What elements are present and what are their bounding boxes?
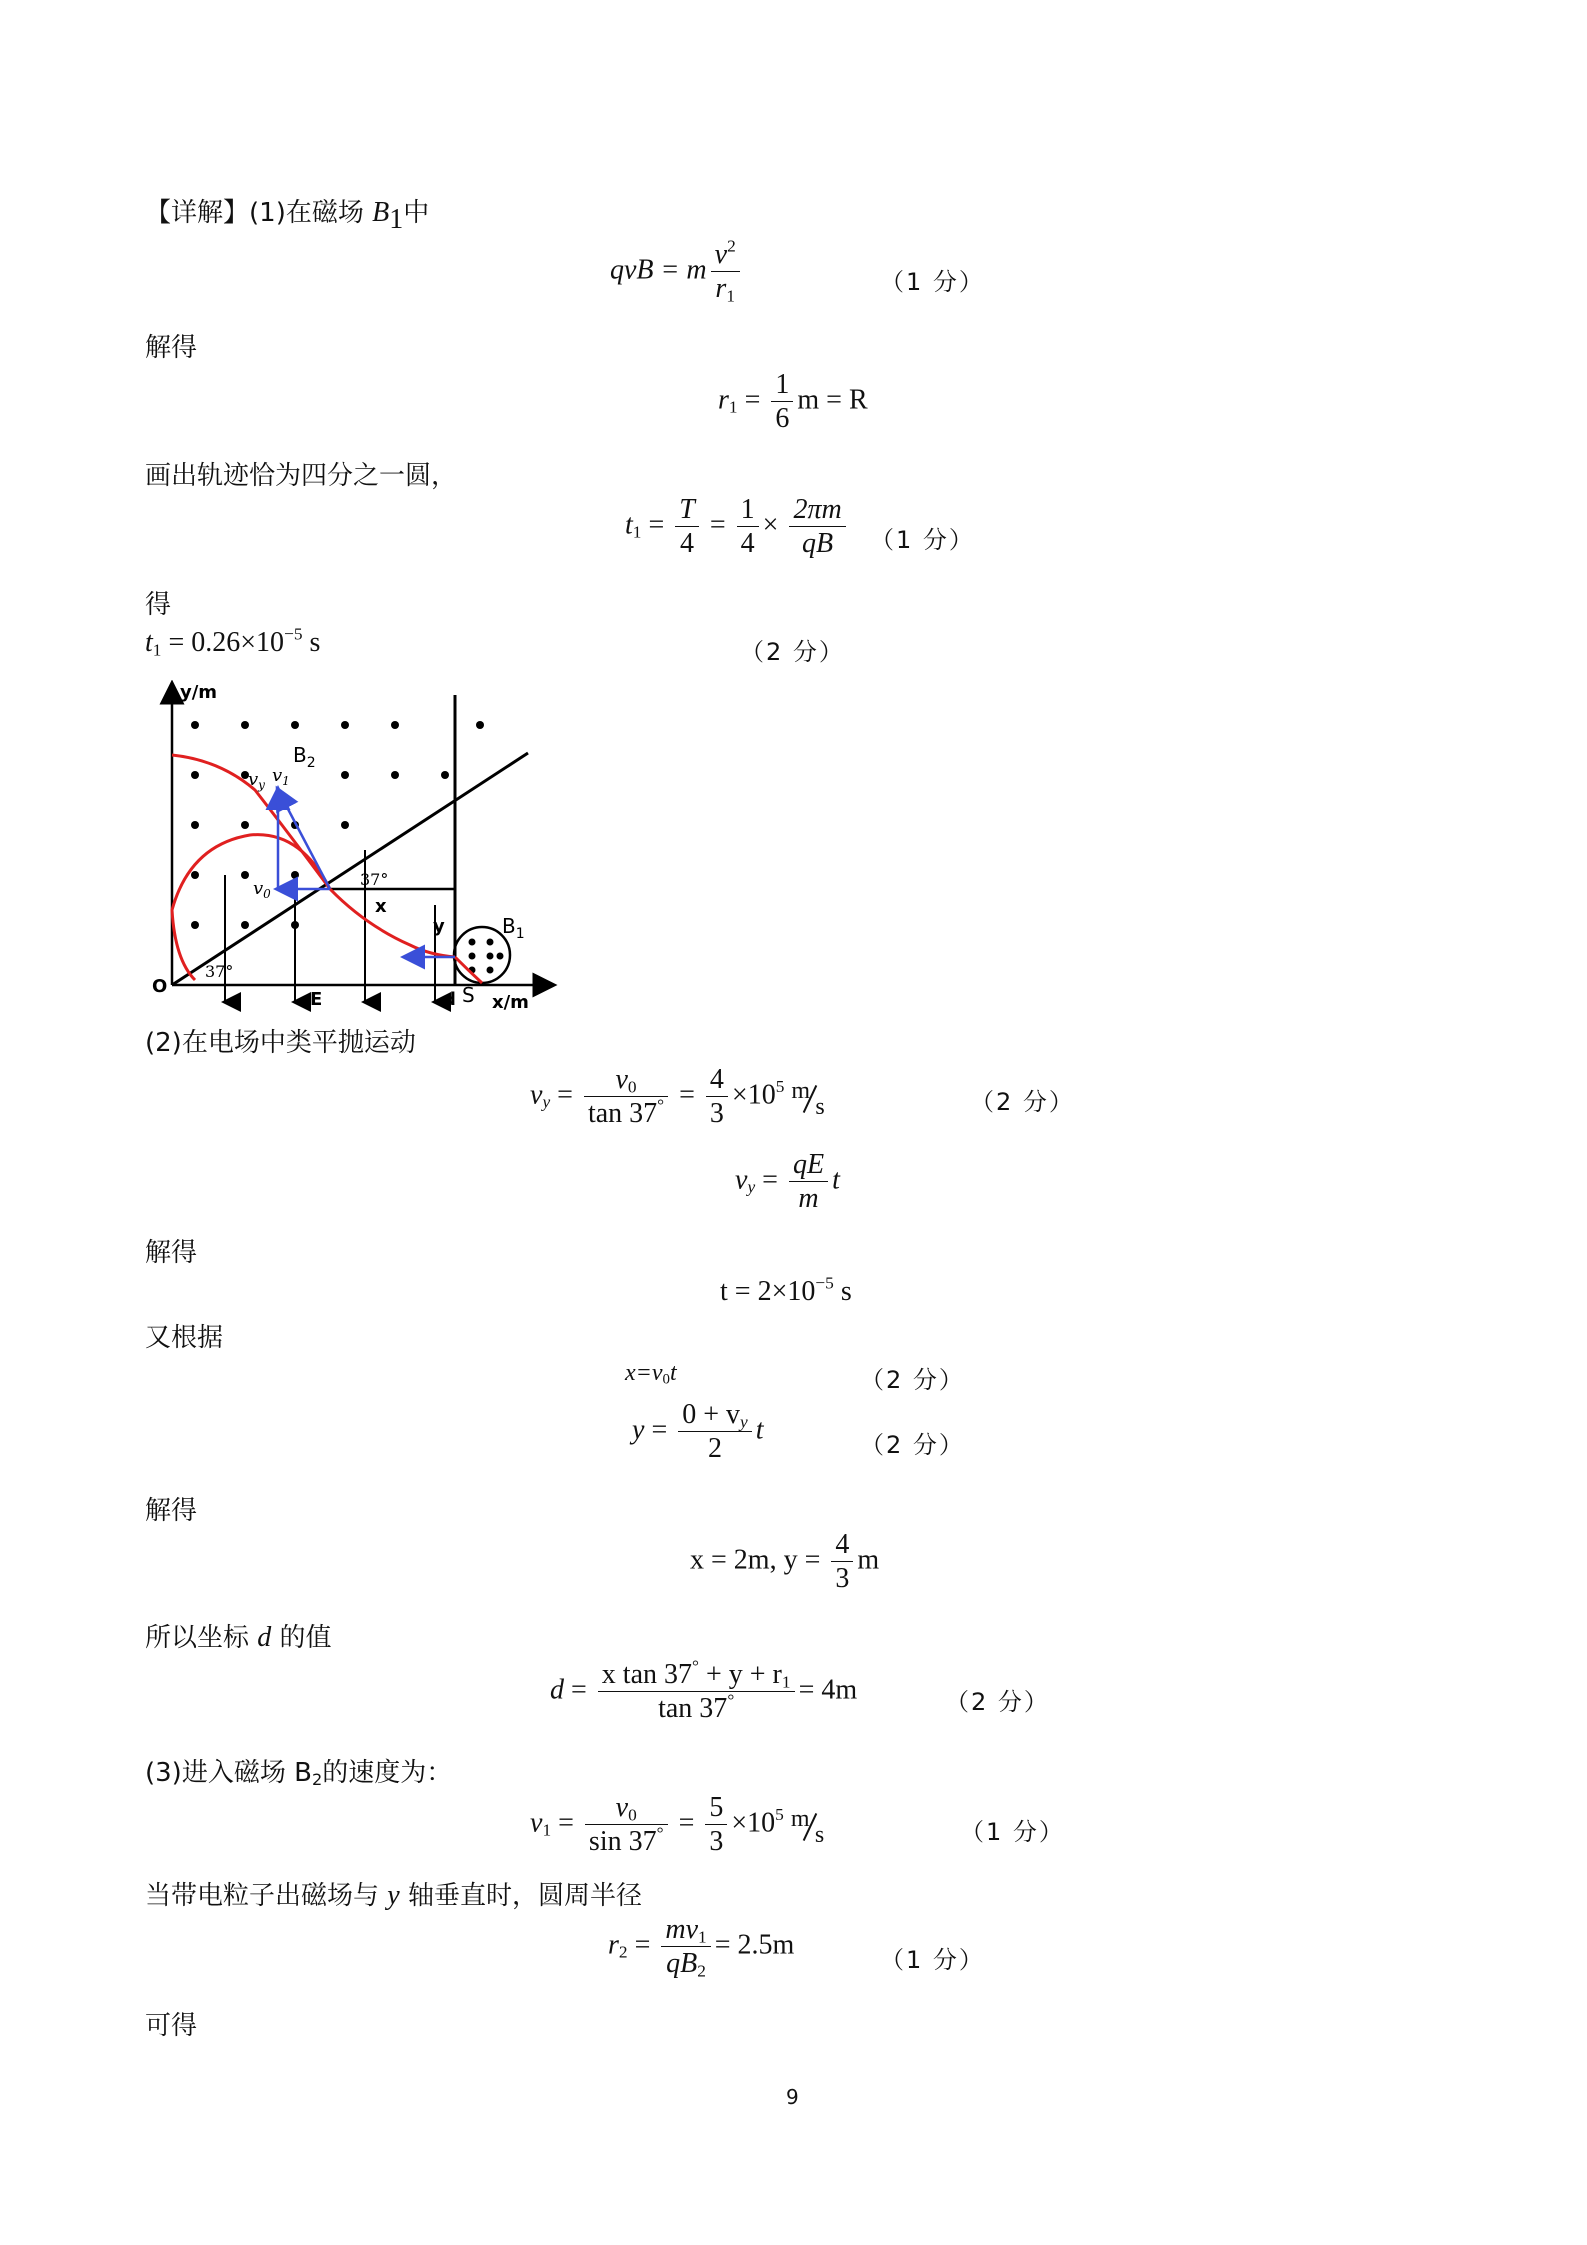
score-2: （1 分） [870, 526, 975, 554]
equation-r2: $r_2$ = $\frac{mv_1}{qB_2}$ = 2.5m [608, 1914, 795, 1981]
section2-heading: (2)在电场中类平抛运动 [145, 1028, 416, 1058]
score-8: （1 分） [960, 1818, 1065, 1846]
perp-text [145, 1875, 642, 1912]
num: 1 [771, 370, 793, 402]
you-genju: 又根据 [145, 1323, 224, 1353]
den: r [715, 273, 727, 305]
fraction-b [705, 1793, 727, 1857]
deg: ° [727, 1691, 735, 1711]
den: sin 37 [588, 1826, 657, 1858]
part-b: 的值 [271, 1623, 332, 1653]
den: m [798, 1183, 819, 1215]
t-var: t [832, 1164, 840, 1196]
lhs-sub: 1 [728, 397, 738, 417]
den: 4 [740, 528, 755, 560]
eq-lhs: qvB = m [610, 254, 707, 286]
sub: 0 [662, 1371, 670, 1388]
section1-heading [145, 192, 430, 235]
fraction [711, 236, 740, 306]
fraction [771, 370, 793, 434]
fraction-c [789, 495, 845, 559]
value: 0.26×10 [191, 627, 285, 658]
unit: m [857, 1544, 880, 1576]
part-b: 轴垂直时，圆周半径 [399, 1881, 642, 1911]
num: v [615, 1064, 628, 1095]
t1-var: t [625, 509, 633, 541]
den: 2 [707, 1433, 722, 1465]
num: T [675, 495, 699, 527]
fraction [789, 1150, 828, 1214]
num: x tan 37 [601, 1659, 693, 1690]
heading-sub: 2 [311, 1770, 323, 1790]
heading-text: (1)在磁场 [249, 198, 373, 228]
num: 1 [737, 495, 759, 527]
num: 2πm [789, 495, 845, 527]
fraction-b [706, 1065, 728, 1129]
heading-text: (3)进入磁场 B [145, 1758, 312, 1788]
num-sub: 0 [628, 1805, 637, 1825]
num: v [714, 239, 728, 270]
angle-label-top: 37° [360, 870, 389, 889]
exp: −5 [815, 1273, 834, 1293]
equation-y: y = $\frac{0 + v_y}{2}$ t [632, 1399, 764, 1465]
num-tail: + y + r [698, 1659, 782, 1690]
score-5: （2 分） [860, 1366, 965, 1394]
score-3: （2 分） [740, 638, 845, 666]
den: 6 [775, 403, 790, 435]
b1-dots [469, 939, 504, 974]
r2-var: r [608, 1929, 619, 1961]
den: 3 [709, 1098, 724, 1130]
jiede-3: 解得 [145, 1496, 198, 1526]
fraction-b [737, 495, 759, 559]
exp: −5 [284, 624, 303, 644]
equation-t1: $t_1$ = $\frac{T}{4}$ = $\frac{1}{4}$ × $\frac{2\pi m}{qB}$ [625, 495, 850, 559]
exp: 5 [775, 1077, 785, 1097]
tail: m = R [797, 384, 868, 416]
de-label: 得 [145, 590, 172, 620]
mid: ×10 [731, 1079, 776, 1111]
var-d: d [257, 1622, 272, 1653]
equation-qvb [610, 236, 744, 306]
mid: ×10 [731, 1807, 776, 1839]
xy-result [690, 1530, 879, 1594]
heading-tail: 中 [403, 198, 430, 228]
heading-sub: 1 [389, 204, 404, 235]
unit-m: m [790, 1805, 810, 1832]
deg: ° [657, 1096, 665, 1116]
fraction [598, 1656, 795, 1725]
vy-var: v [530, 1079, 543, 1111]
vy-sub: y [542, 1092, 551, 1112]
num-sub: y [740, 1412, 748, 1432]
num-sup: 2 [727, 236, 736, 256]
equation-v1: $v_1$ = $\frac{v_0}{\sin 37^\circ}$ = $\frac{5}{3}$ $\times 10^5$ m s [530, 1793, 835, 1857]
tail: t [669, 1360, 677, 1386]
fraction-a [584, 1065, 668, 1129]
s-label: S [462, 983, 475, 1007]
fraction-a [585, 1793, 668, 1857]
num: 5 [705, 1793, 727, 1825]
equation-vy: $v_y$ = $\frac{v_0}{\tan 37^\circ}$ = $\frac{4}{3}$ $\times 10^5$ m s [530, 1065, 835, 1129]
origin-label: O [152, 976, 168, 997]
den: tan 37 [658, 1693, 728, 1725]
bracket-label: 【详解】 [145, 198, 250, 228]
unit: s [309, 627, 321, 658]
fraction [831, 1530, 853, 1594]
score-4: （2 分） [970, 1088, 1075, 1116]
x-seg-label: x [375, 896, 387, 917]
num: 0 + v [682, 1399, 741, 1430]
fraction-a [675, 495, 699, 559]
exp: 5 [775, 1805, 784, 1825]
equation-d: d = $\frac{x \tan 37^\circ + y + r_1}{\tan 37^\circ}$ = 4m [550, 1656, 858, 1725]
d-label: d [443, 989, 456, 1010]
value: t = 2×10 [720, 1276, 816, 1307]
var-y: y [387, 1880, 400, 1911]
y-var: y [632, 1414, 645, 1446]
num: 4 [831, 1530, 853, 1562]
score-6: （2 分） [860, 1431, 965, 1459]
equation-x [625, 1360, 677, 1387]
num: qE [789, 1150, 828, 1182]
part-a: 当带电粒子出磁场与 [145, 1881, 388, 1911]
x-axis-label: x/m [492, 992, 529, 1013]
trajectory-inner [172, 835, 330, 980]
page-number: 9 [786, 2085, 799, 2109]
value: x = 2m, y = [690, 1544, 828, 1576]
d-value-text [145, 1617, 332, 1654]
jiede-2: 解得 [145, 1238, 198, 1268]
v0-label: $v_0$ [253, 878, 271, 901]
unit-m: m [791, 1077, 811, 1104]
den: qB [802, 528, 834, 560]
jiede-1: 解得 [145, 333, 198, 363]
num: v [615, 1792, 629, 1823]
t1-result: $t_1 = 0.26\times 10^{-5}$ s [145, 624, 321, 660]
unit-m-per-s-2 [790, 1805, 835, 1848]
unit-s: s [815, 1093, 825, 1120]
den: qB [666, 1948, 698, 1980]
b1-label: $B_1$ [502, 914, 525, 942]
num: mv [665, 1914, 699, 1945]
v1-sub: 1 [542, 1820, 552, 1840]
t1-var: t [145, 627, 153, 658]
fraction [678, 1400, 752, 1464]
e-field-arrows [225, 850, 435, 1002]
equation-r1: $r_1$ = $\frac{1}{6}$ m = R [718, 369, 868, 435]
v1-label: $v_1$ [272, 765, 290, 788]
trajectory-diagram [150, 680, 570, 1020]
den: 3 [835, 1563, 850, 1595]
y-seg-label: y [433, 916, 445, 937]
r2-sub: 2 [618, 1942, 628, 1962]
lhs: x=v [625, 1360, 663, 1386]
result: = 4m [798, 1674, 858, 1706]
equation-vy-qe: $v_y$ = $\frac{qE}{m}$ t [735, 1149, 840, 1215]
b2-label: $B_2$ [293, 743, 316, 771]
v1-var: v [530, 1807, 543, 1839]
lhs: r [718, 384, 729, 416]
den: tan 37 [587, 1098, 658, 1130]
den: 4 [680, 528, 695, 560]
deg: ° [692, 1656, 699, 1676]
unit: s [840, 1276, 852, 1307]
e-label: E [310, 989, 323, 1010]
den-sub: 2 [697, 1961, 706, 1981]
t1-sub: 1 [152, 640, 162, 660]
den-sub: 1 [726, 286, 736, 306]
section3-heading [145, 1752, 452, 1789]
t-var: t [755, 1414, 764, 1446]
vy-var: v [735, 1164, 748, 1196]
heading-tail: 的速度为： [322, 1758, 453, 1788]
trajectory-text: 画出轨迹恰为四分之一圆， [145, 461, 458, 491]
num-sub: 0 [627, 1077, 637, 1097]
score-1: （1 分） [880, 268, 985, 296]
t1-sub: 1 [632, 522, 642, 542]
vy-label: $v_y$ [248, 769, 265, 792]
score-9: （1 分） [880, 1946, 985, 1974]
deg: ° [656, 1824, 664, 1844]
score-7: （2 分） [945, 1688, 1050, 1716]
vy-sub: y [747, 1177, 756, 1197]
num-sub: 1 [698, 1927, 707, 1947]
num-sub: 1 [781, 1672, 791, 1692]
angle-label-bottom: 37° [205, 962, 234, 981]
y-axis-label: y/m [180, 682, 218, 703]
den: 3 [709, 1826, 724, 1858]
heading-var: B [372, 197, 390, 228]
part-a: 所以坐标 [145, 1623, 258, 1653]
t-result [720, 1273, 852, 1308]
d-var: d [550, 1674, 564, 1706]
num: 4 [706, 1065, 728, 1097]
unit-s: s [814, 1821, 825, 1848]
kede-label: 可得 [145, 2011, 198, 2041]
unit-m-per-s [791, 1077, 835, 1120]
fraction [661, 1915, 710, 1979]
result: = 2.5m [714, 1929, 795, 1961]
